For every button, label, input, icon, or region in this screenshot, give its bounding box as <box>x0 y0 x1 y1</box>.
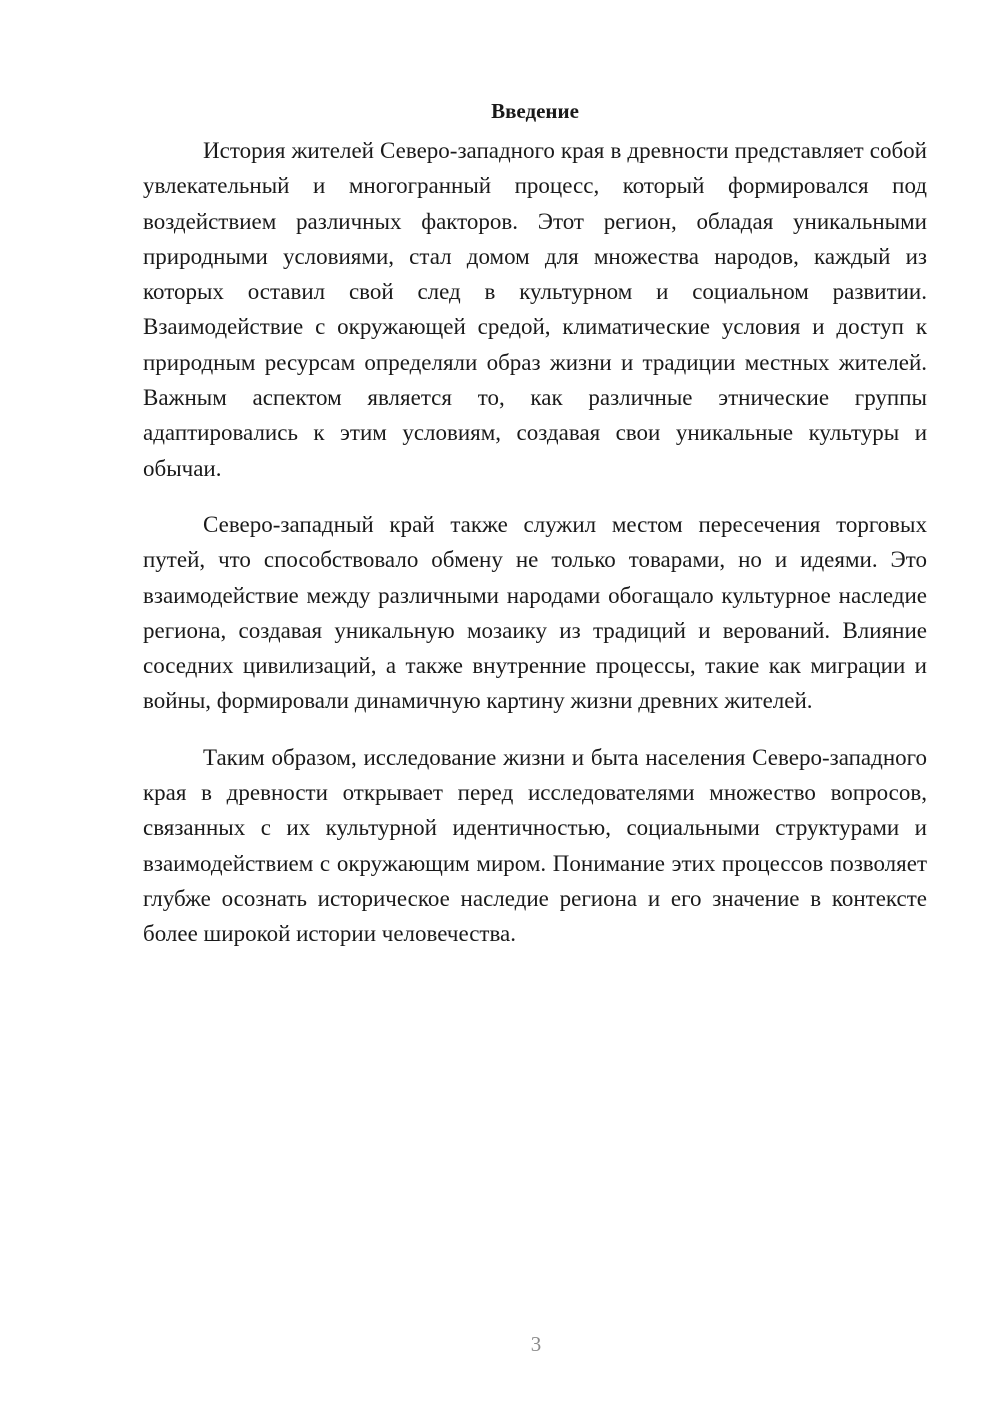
paragraph-3: Таким образом, исследование жизни и быта населения Северо-западного края в древности открывает перед исследователями множество вопросов, связанных с их культурной идентичностью, социальными структурами и взаимодействием с окружающим миром. Понимание этих процессов позволяет глубже осознать историческое наследие региона и его значение в контексте более широкой истории человечества. <box>143 744 927 947</box>
page-number: 3 <box>530 1332 542 1356</box>
paragraph-2: Северо-западный край также служил местом пересечения торговых путей, что способствовало обмену не только товарами, но и идеями. Это взаимодействие между различными народами обогащало культурное наследие региона, создавая уникальную мозаику из традиций и верований. Влияние соседних цивилизаций, а также внутренние процессы, такие как миграции и войны, формировали динамичную картину жизни древних жителей. <box>143 511 927 714</box>
paragraph-1: История жителей Северо-западного края в древности представляет собой увлекательный и многогранный процесс, который формировался под воздействием различных факторов. Этот регион, обладая уникальными природными условиями, стал домом для множества народов, каждый из которых оставил свой след в культурном и социальном развитии. Взаимодействие с окружающей средой, климатические условия и доступ к природным ресурсам определяли образ жизни и традиции местных жителей. Важным аспектом является то, как различные этнические группы адаптировались к этим условиям, создавая свои уникальные культуры и обычаи. <box>143 138 927 481</box>
page-body <box>143 96 927 973</box>
section-heading: Введение <box>491 99 579 123</box>
